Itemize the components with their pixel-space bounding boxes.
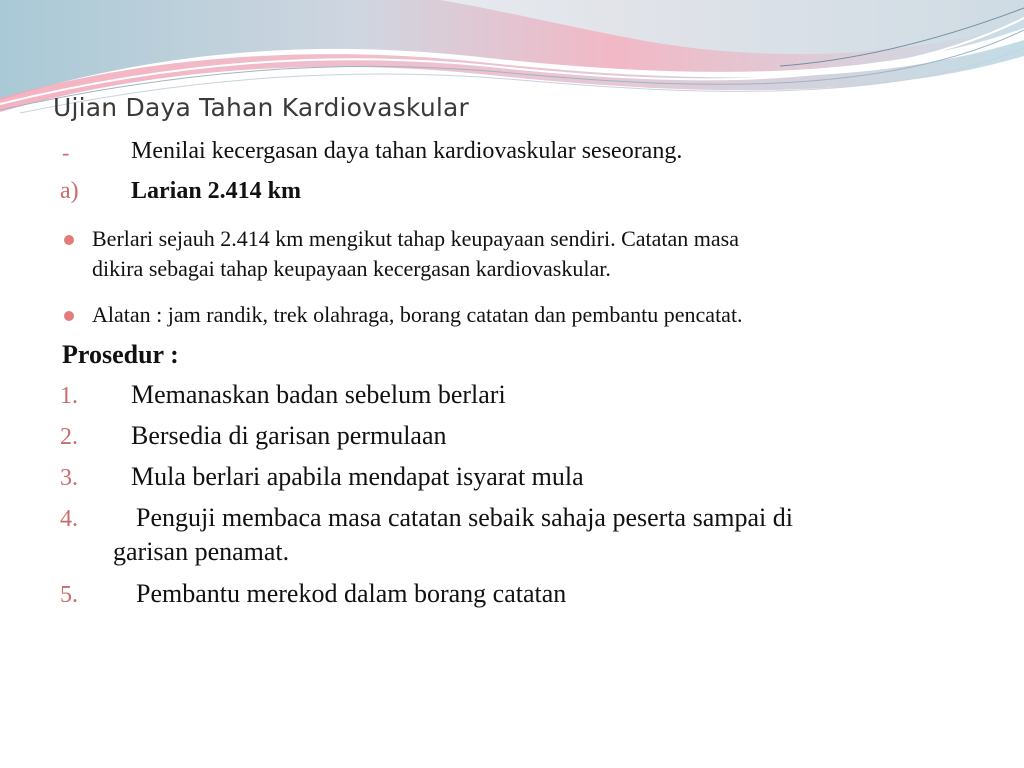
subheading-marker: a) [60,178,79,204]
step-1-text: Memanaskan badan sebelum berlari [131,380,506,409]
bullet-1-line-2: dikira sebagai tahap keupayaan kecergasan kardiovaskular. [92,256,611,281]
bullet-icon [64,235,74,245]
step-3-marker: 3. [60,465,78,491]
subheading-text: Larian 2.414 km [131,178,302,204]
step-5-marker: 5. [60,582,78,608]
step-3-text: Mula berlari apabila mendapat isyarat mula [131,462,584,491]
slide-title: Ujian Daya Tahan Kardiovaskular [53,93,470,122]
bullet-2-line-1: Alatan : jam randik, trek olahraga, borang catatan dan pembantu pencatat. [92,302,743,327]
step-4-marker: 4. [60,506,78,532]
step-1-marker: 1. [60,383,78,409]
procedure-heading: Prosedur : [62,340,179,369]
intro-text: Menilai kecergasan daya tahan kardiovaskular seseorang. [131,138,683,164]
step-2-text: Bersedia di garisan permulaan [131,421,447,450]
step-4-text-continued: garisan penamat. [113,537,290,566]
bullet-1-line-1: Berlari sejauh 2.414 km mengikut tahap keupayaan sendiri. Catatan masa [92,226,739,251]
step-4-text: Penguji membaca masa catatan sebaik sahaja peserta sampai di [136,503,793,532]
intro-marker: - [62,140,70,165]
step-2-marker: 2. [60,424,78,450]
bullet-icon [64,311,74,321]
step-5-text: Pembantu merekod dalam borang catatan [136,579,567,608]
